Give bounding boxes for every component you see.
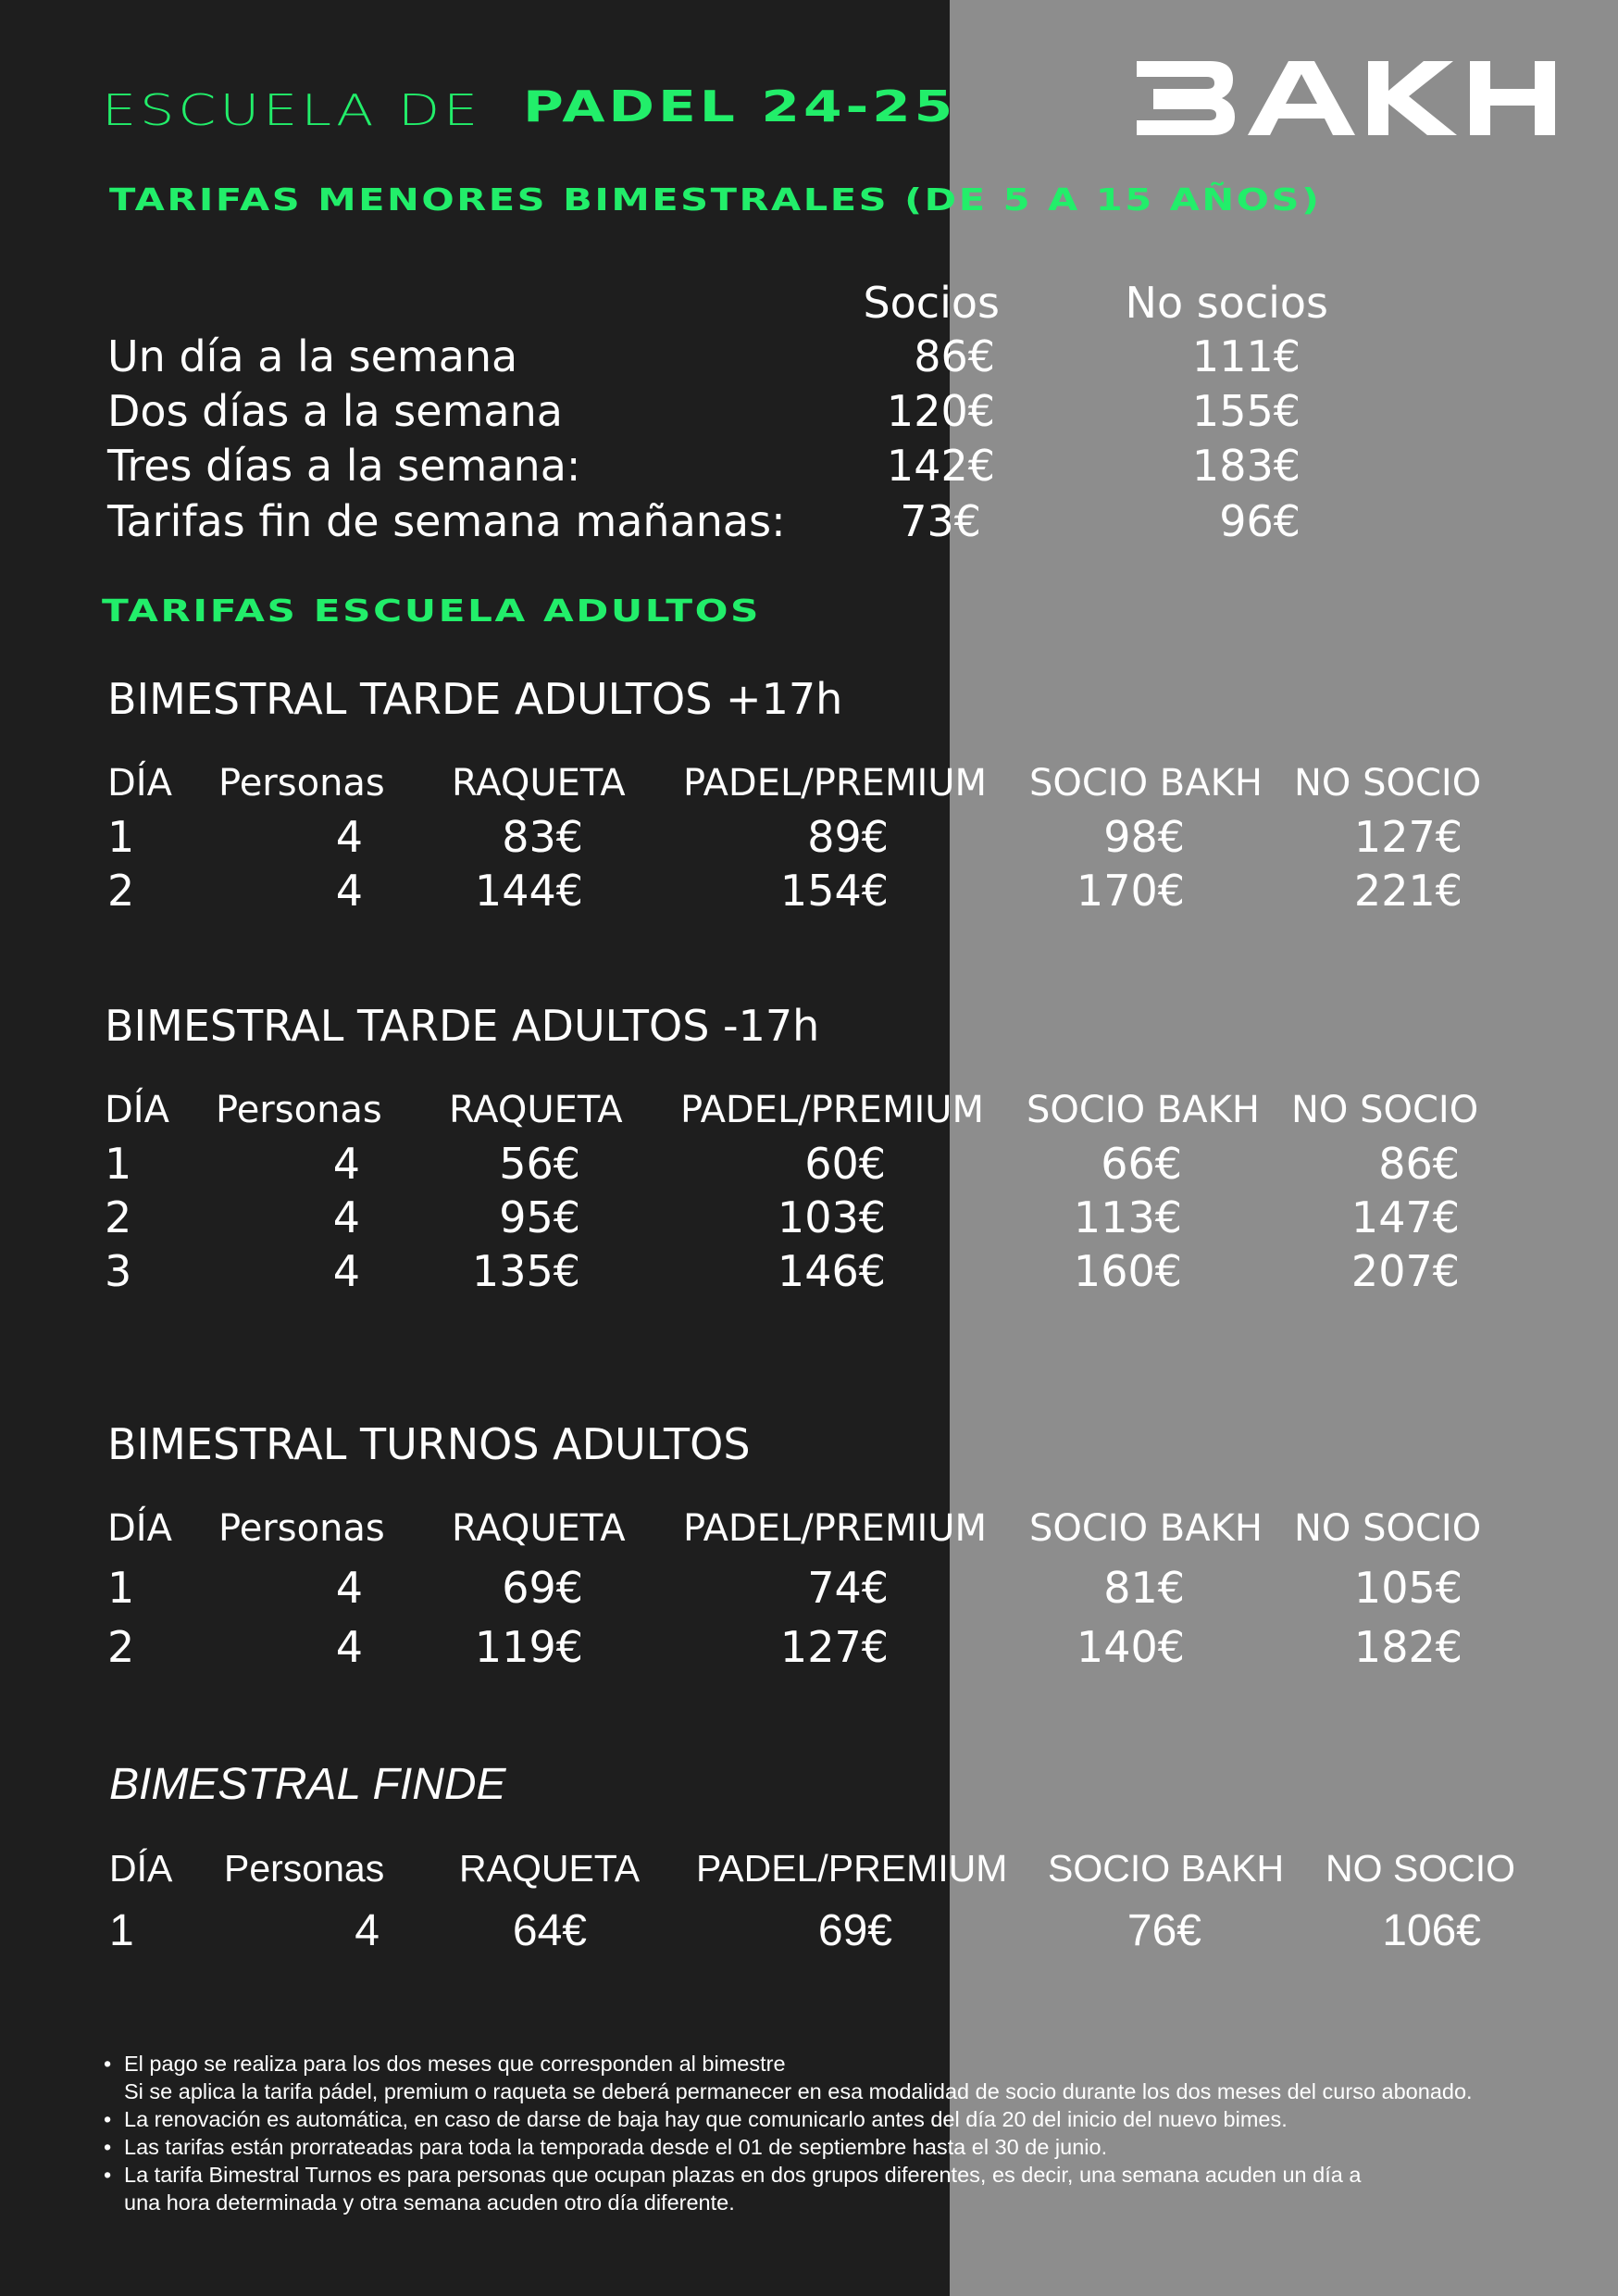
table-cell: 4: [332, 1192, 360, 1242]
note-bullet: •: [104, 2107, 112, 2131]
notes-list: [104, 2050, 1603, 2216]
minor-row-label: Tarifas fin de semana mañanas:: [107, 496, 786, 546]
column-header: SOCIO BAKH: [1027, 1089, 1260, 1131]
section-title: BIMESTRAL FINDE: [109, 1760, 506, 1809]
table-cell: 207€: [1350, 1246, 1460, 1296]
column-header: DÍA: [107, 762, 172, 805]
table-cell: 69€: [502, 1563, 583, 1613]
table-cell: 81€: [1103, 1563, 1185, 1613]
table-cell: 147€: [1350, 1192, 1460, 1242]
table-cell: 146€: [777, 1246, 886, 1296]
minor-row-label: Dos días a la semana: [107, 386, 563, 436]
table-cell-day: 1: [107, 1563, 135, 1613]
column-header: PADEL/PREMIUM: [680, 1089, 985, 1131]
column-header: RAQUETA: [449, 1089, 623, 1131]
table-cell: 4: [332, 1139, 360, 1189]
note-text: una hora determinada y otra semana acuden otro día diferente.: [124, 2190, 735, 2215]
table-cell: 119€: [474, 1622, 583, 1672]
minor-row-socios: 142€: [886, 441, 995, 491]
column-header: Personas: [224, 1847, 385, 1890]
table-cell: 170€: [1076, 866, 1185, 916]
table-cell: 86€: [1378, 1139, 1460, 1189]
note-item: [104, 2105, 1603, 2133]
section-title: BIMESTRAL TARDE ADULTOS -17h: [105, 1001, 820, 1051]
column-header: Personas: [216, 1089, 382, 1131]
table-cell: 60€: [804, 1139, 886, 1189]
minor-row-label: Tres días a la semana:: [107, 441, 581, 491]
column-header: DÍA: [109, 1847, 173, 1890]
column-header: NO SOCIO: [1326, 1847, 1516, 1890]
minor-row-no-socios: 96€: [1219, 496, 1301, 546]
column-header: SOCIO BAKH: [1048, 1847, 1285, 1890]
table-cell-day: 2: [105, 1192, 132, 1242]
table-cell: 64€: [512, 1906, 587, 1955]
minor-row-no-socios: 183€: [1191, 441, 1301, 491]
minor-row-label: Un día a la semana: [107, 331, 518, 381]
table-cell: 135€: [471, 1246, 580, 1296]
table-cell-day: 1: [105, 1139, 132, 1189]
note-bullet: •: [104, 2163, 112, 2187]
column-header: RAQUETA: [459, 1847, 641, 1890]
table-cell: 113€: [1073, 1192, 1182, 1242]
table-cell-day: 2: [107, 1622, 135, 1672]
note-item: [104, 2161, 1603, 2189]
table-cell-day: 1: [107, 812, 135, 862]
note-item: [104, 2133, 1603, 2161]
table-cell: 4: [332, 1246, 360, 1296]
column-header: NO SOCIO: [1294, 1507, 1482, 1550]
table-cell: 74€: [807, 1563, 889, 1613]
column-header: PADEL/PREMIUM: [696, 1847, 1008, 1890]
minor-row-socios: 86€: [914, 331, 995, 381]
minor-row-no-socios: 111€: [1191, 331, 1301, 381]
column-header: Personas: [218, 762, 385, 805]
column-header: SOCIO BAKH: [1029, 1507, 1263, 1550]
adults-heading: TARIFAS ESCUELA ADULTOS: [102, 593, 762, 629]
table-cell: 154€: [779, 866, 889, 916]
table-cell: 160€: [1073, 1246, 1182, 1296]
column-header: PADEL/PREMIUM: [683, 762, 988, 805]
note-text: El pago se realiza para los dos meses que corresponden al bimestre: [124, 2052, 786, 2076]
table-cell: 140€: [1076, 1622, 1185, 1672]
col-header-no-socios: No socios: [1125, 278, 1328, 328]
page-title-bold: PADEL 24-25: [523, 81, 957, 131]
table-cell: 76€: [1126, 1906, 1201, 1955]
table-cell: 144€: [474, 866, 583, 916]
column-header: PADEL/PREMIUM: [683, 1507, 988, 1550]
table-cell: 66€: [1101, 1139, 1182, 1189]
table-cell-day: 1: [109, 1906, 134, 1955]
table-cell-day: 3: [105, 1246, 132, 1296]
table-cell: 95€: [499, 1192, 580, 1242]
table-cell: 106€: [1382, 1906, 1481, 1955]
table-cell: 105€: [1353, 1563, 1462, 1613]
column-header: Personas: [218, 1507, 385, 1550]
column-header: RAQUETA: [452, 762, 626, 805]
column-header: DÍA: [107, 1507, 172, 1550]
table-cell: 127€: [1353, 812, 1462, 862]
column-header: NO SOCIO: [1294, 762, 1482, 805]
table-cell: 4: [335, 1622, 363, 1672]
column-header: NO SOCIO: [1291, 1089, 1479, 1131]
table-cell: 221€: [1353, 866, 1462, 916]
table-cell: 56€: [499, 1139, 580, 1189]
note-text: Si se aplica la tarifa pádel, premium o raqueta se deberá permanecer en esa modalidad de socio durante los dos meses del curso abonado.: [124, 2079, 1473, 2103]
column-header: SOCIO BAKH: [1029, 762, 1263, 805]
table-cell: 4: [335, 1563, 363, 1613]
minor-row-socios: 120€: [886, 386, 995, 436]
table-cell-day: 2: [107, 866, 135, 916]
column-header: DÍA: [105, 1089, 169, 1131]
table-cell: 4: [335, 812, 363, 862]
minor-row-socios: 73€: [900, 496, 981, 546]
section-title: BIMESTRAL TURNOS ADULTOS: [107, 1419, 751, 1469]
column-header: RAQUETA: [452, 1507, 626, 1550]
minors-heading: TARIFAS MENORES BIMESTRALES (DE 5 A 15 AÑOS): [109, 181, 1322, 218]
page-title-light: ESCUELA DE: [102, 85, 482, 135]
table-cell: 182€: [1353, 1622, 1462, 1672]
table-cell: 4: [335, 866, 363, 916]
note-item: [104, 2078, 1603, 2105]
col-header-socios: Socios: [863, 278, 1000, 328]
table-cell: 4: [355, 1906, 380, 1955]
minor-row-no-socios: 155€: [1191, 386, 1301, 436]
note-text: La tarifa Bimestral Turnos es para personas que ocupan plazas en dos grupos diferentes, es decir, una semana acuden un día a: [124, 2163, 1362, 2187]
table-cell: 83€: [502, 812, 583, 862]
note-text: La renovación es automática, en caso de darse de baja hay que comunicarlo antes del día 20 del inicio del nuevo bimes.: [124, 2107, 1288, 2131]
table-cell: 69€: [817, 1906, 892, 1955]
note-bullet: •: [104, 2052, 112, 2076]
bakh-logo: [1137, 61, 1555, 135]
table-cell: 98€: [1103, 812, 1185, 862]
table-cell: 89€: [807, 812, 889, 862]
note-item: [104, 2189, 1603, 2216]
table-cell: 127€: [779, 1622, 889, 1672]
section-title: BIMESTRAL TARDE ADULTOS +17h: [107, 674, 843, 724]
table-cell: 103€: [777, 1192, 886, 1242]
note-item: [104, 2050, 1603, 2078]
note-bullet: •: [104, 2135, 112, 2159]
note-text: Las tarifas están prorrateadas para toda la temporada desde el 01 de septiembre hasta el 30 de junio.: [124, 2135, 1108, 2159]
